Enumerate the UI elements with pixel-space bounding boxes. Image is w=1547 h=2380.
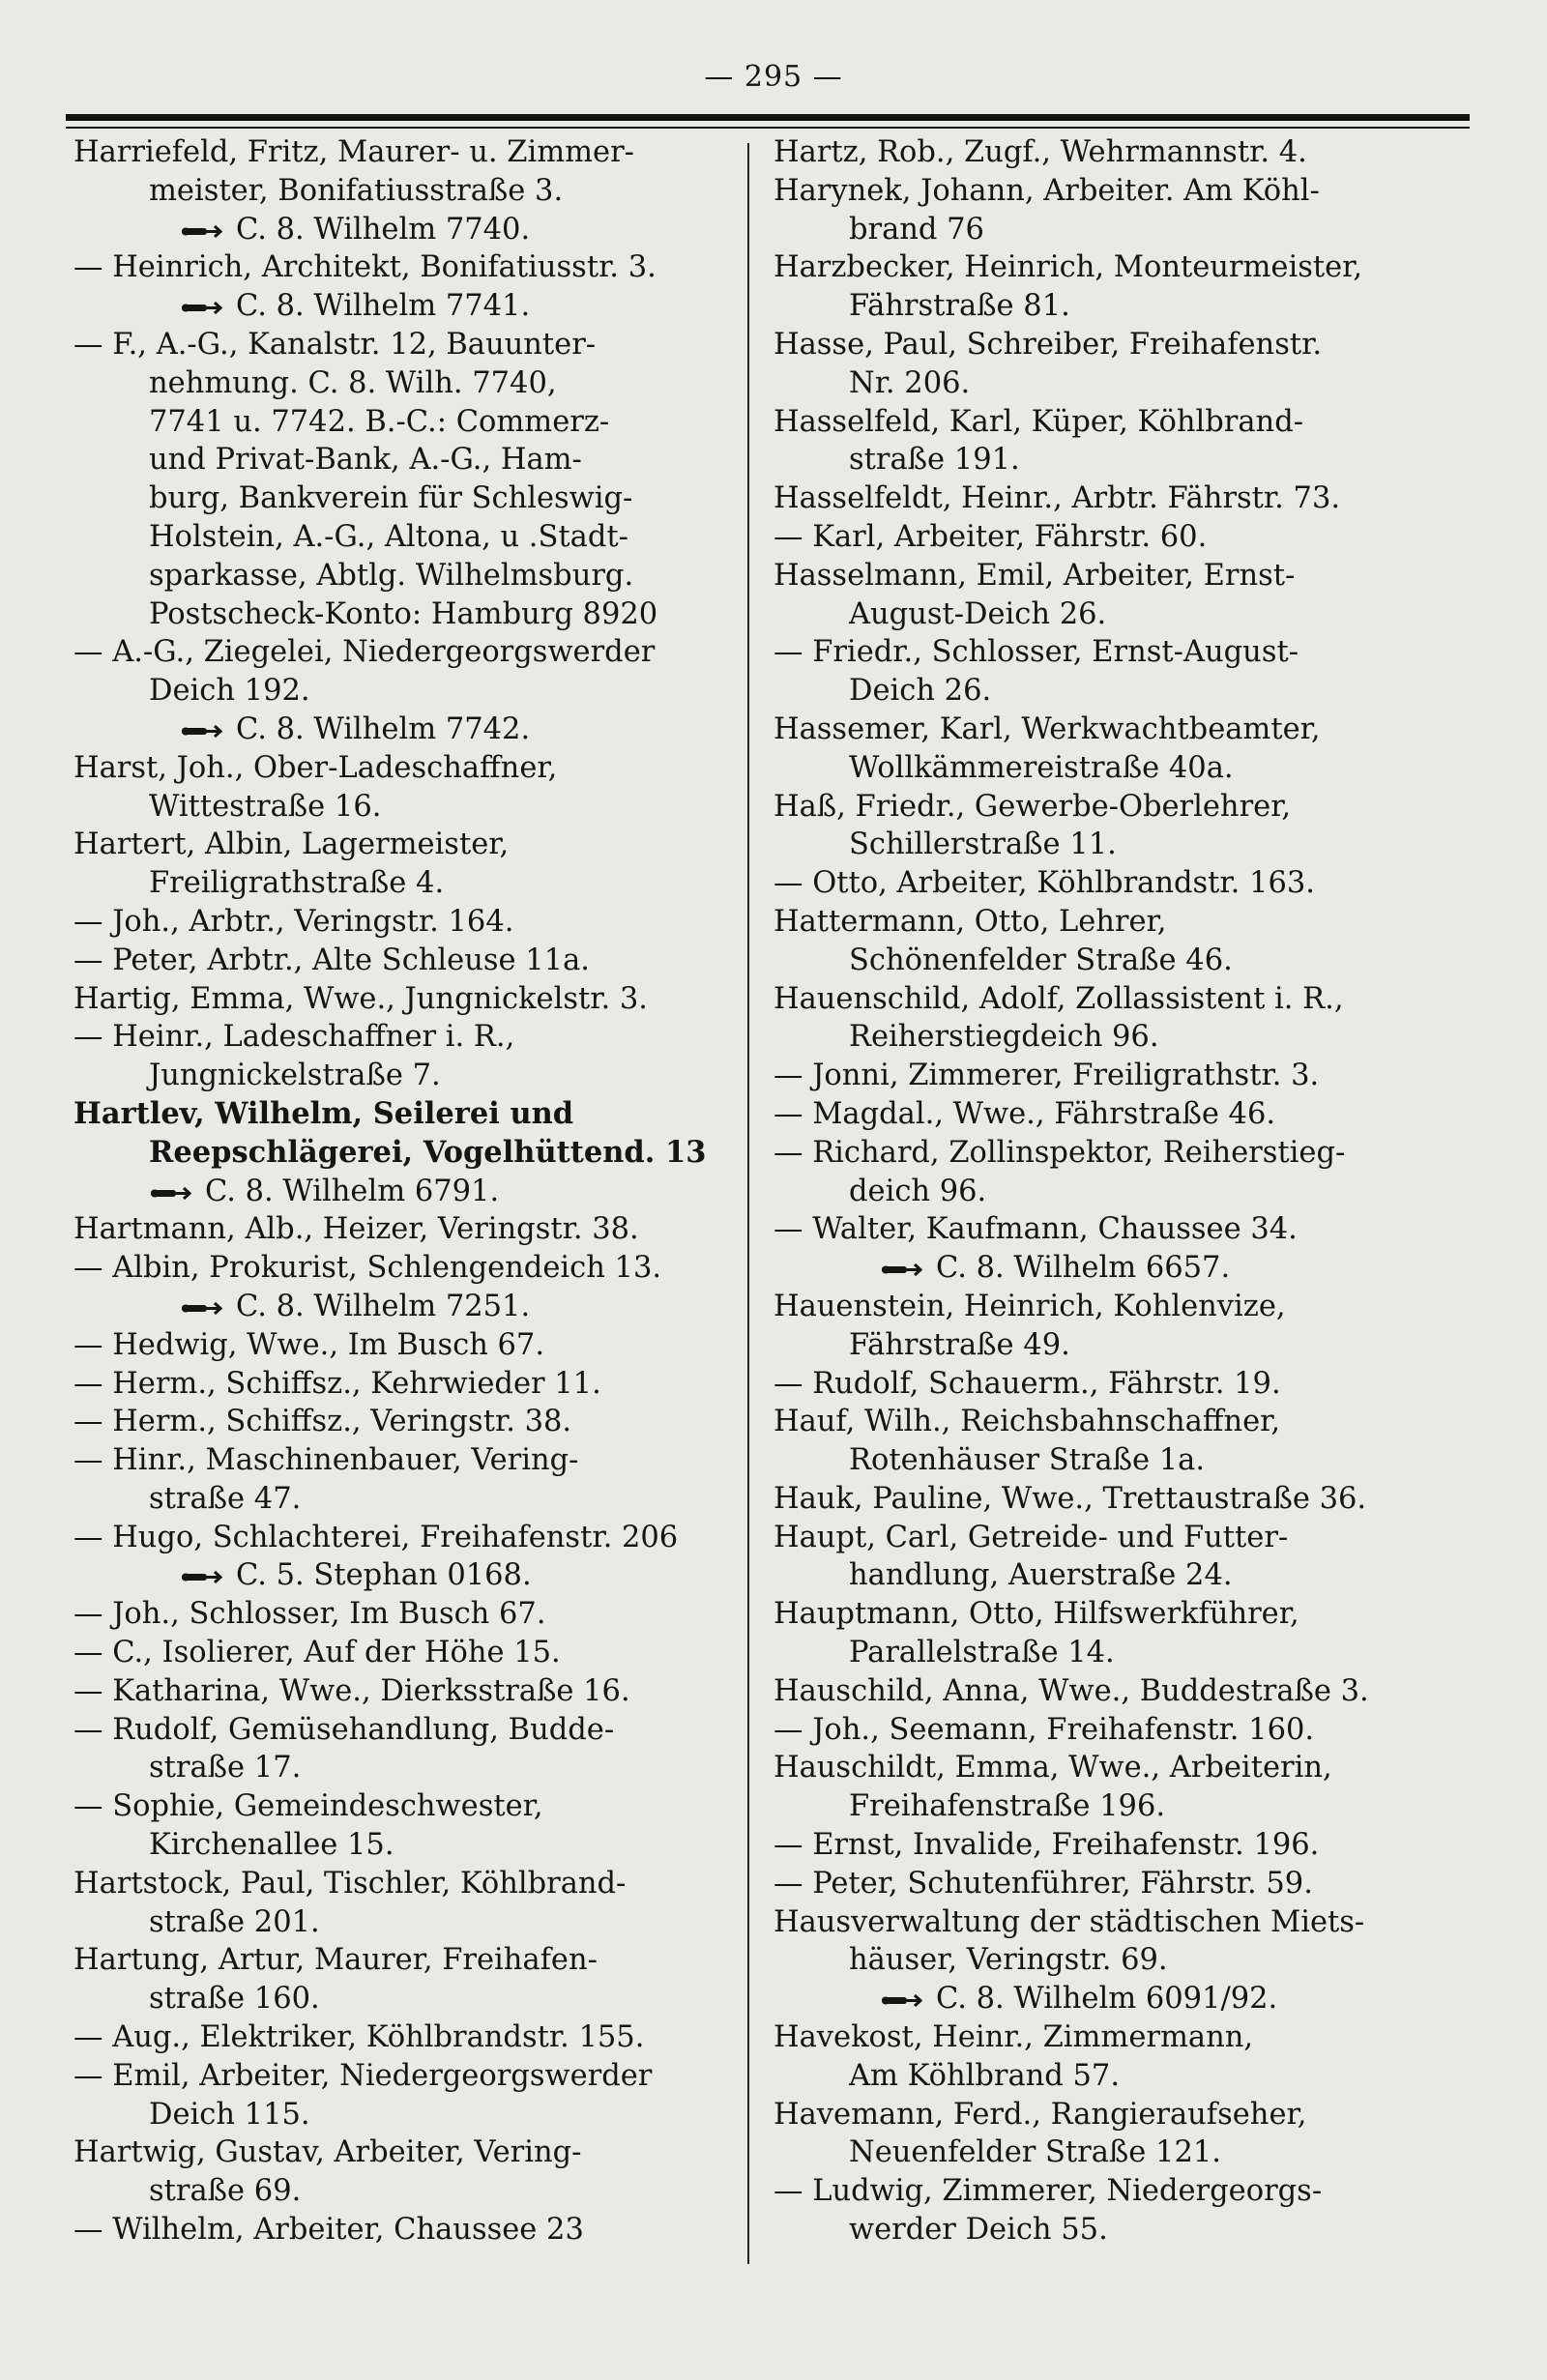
directory-line — [774, 788, 1450, 827]
directory-line — [774, 980, 1450, 1019]
directory-line-text: Harriefeld, Fritz, Maurer- u. Zimmer- — [73, 135, 634, 169]
directory-line — [73, 133, 731, 172]
directory-line-text: Nr. 206. — [849, 365, 971, 400]
directory-line — [73, 1326, 731, 1365]
directory-line-text: — Katharina, Wwe., Dierksstraße 16. — [73, 1673, 630, 1708]
directory-line-text: Schillerstraße 11. — [849, 827, 1117, 862]
directory-line — [774, 1980, 1450, 2018]
directory-line-text: — Heinrich, Architekt, Bonifatiusstr. 3. — [73, 250, 657, 285]
directory-line-text: C. 8. Wilhelm 7741. — [236, 289, 531, 324]
directory-line — [774, 2172, 1450, 2211]
column-divider — [747, 143, 749, 2264]
directory-line-text: — Aug., Elektriker, Köhlbrandstr. 155. — [73, 2020, 645, 2055]
directory-line-text: Harst, Joh., Ober-Ladeschaffner, — [73, 750, 558, 785]
directory-line-text: Freihafenstraße 196. — [849, 1789, 1166, 1824]
directory-line — [73, 2133, 731, 2172]
directory-line — [774, 1480, 1450, 1519]
directory-line-text: C. 8. Wilhelm 6657. — [936, 1251, 1231, 1286]
directory-line-text: straße 47. — [149, 1481, 302, 1516]
directory-line — [774, 1672, 1450, 1711]
directory-line — [73, 2018, 731, 2057]
directory-line-text: — Peter, Arbtr., Alte Schleuse 11a. — [73, 943, 590, 977]
telephone-icon — [180, 722, 222, 740]
directory-line — [774, 1365, 1450, 1404]
left-column — [73, 133, 731, 2249]
directory-line — [73, 1018, 731, 1057]
directory-line-text: Hartert, Albin, Lagermeister, — [73, 827, 510, 862]
directory-line-text: Hartstock, Paul, Tischler, Köhlbrand- — [73, 1866, 627, 1901]
directory-line — [73, 1787, 731, 1826]
directory-line — [774, 1826, 1450, 1865]
directory-line-text: Deich 26. — [849, 674, 992, 709]
directory-line — [73, 1480, 731, 1519]
directory-line — [774, 2018, 1450, 2057]
directory-line-text: straße 17. — [149, 1751, 302, 1785]
directory-line — [73, 1634, 731, 1672]
directory-line-text: Hartmann, Alb., Heizer, Veringstr. 38. — [73, 1212, 639, 1247]
directory-line-text: — Wilhelm, Arbeiter, Chaussee 23 — [73, 2213, 584, 2248]
header-rule-thin — [66, 127, 1470, 129]
directory-line — [73, 1826, 731, 1865]
directory-line — [73, 2172, 731, 2211]
directory-line-text: Hartlev, Wilhelm, Seilerei und — [73, 1095, 574, 1131]
directory-line-text: werder Deich 55. — [849, 2213, 1108, 2248]
directory-line — [73, 1095, 731, 1134]
directory-line — [774, 1595, 1450, 1634]
directory-line-text: Wollkämmereistraße 40a. — [849, 750, 1234, 785]
directory-line-text: — Hinr., Maschinenbauer, Vering- — [73, 1443, 579, 1478]
directory-line — [73, 287, 731, 326]
directory-line — [73, 633, 731, 672]
directory-line — [774, 1903, 1450, 1942]
directory-line-text: C. 8. Wilhelm 7740. — [236, 212, 531, 247]
directory-line-text: Hartig, Emma, Wwe., Jungnickelstr. 3. — [73, 981, 648, 1016]
telephone-icon — [180, 1299, 222, 1317]
directory-line — [73, 595, 731, 634]
directory-line-text: Hauenstein, Heinrich, Kohlenvize, — [774, 1289, 1286, 1323]
directory-line — [774, 1941, 1450, 1980]
directory-line — [774, 1057, 1450, 1095]
telephone-icon — [180, 1568, 222, 1585]
directory-line-text: Hauptmann, Otto, Hilfswerkführer, — [774, 1597, 1299, 1632]
directory-line-text: brand 76 — [849, 212, 984, 247]
directory-line — [774, 133, 1450, 172]
directory-line — [73, 479, 731, 518]
directory-line — [73, 326, 731, 364]
directory-line-text: Hartz, Rob., Zugf., Wehrmannstr. 4. — [774, 135, 1307, 169]
directory-line-text: — Karl, Arbeiter, Fährstr. 60. — [774, 519, 1208, 554]
right-column — [774, 133, 1450, 2249]
directory-line-text: 7741 u. 7742. B.-C.: Commerz- — [149, 404, 610, 439]
directory-line-text: Havekost, Heinr., Zimmermann, — [774, 2020, 1254, 2055]
directory-line — [73, 672, 731, 711]
directory-line-text: Parallelstraße 14. — [849, 1636, 1115, 1670]
directory-line-text: Reepschlägerei, Vogelhüttend. 13 — [149, 1134, 707, 1170]
directory-line-text: C. 8. Wilhelm 6091/92. — [936, 1982, 1278, 2017]
directory-line — [774, 672, 1450, 711]
directory-line-text: Wittestraße 16. — [149, 789, 382, 824]
directory-line-text: häuser, Veringstr. 69. — [849, 1943, 1168, 1978]
directory-line-text: Harynek, Johann, Arbeiter. Am Köhl- — [774, 173, 1320, 208]
directory-line — [774, 633, 1450, 672]
directory-line-text: Hauf, Wilh., Reichsbahnschaffner, — [774, 1405, 1281, 1439]
directory-line — [774, 1403, 1450, 1441]
directory-line — [774, 1249, 1450, 1288]
directory-line-text: — Ludwig, Zimmerer, Niedergeorgs- — [774, 2174, 1323, 2209]
directory-line — [73, 1865, 731, 1903]
directory-line-text: sparkasse, Abtlg. Wilhelmsburg. — [149, 558, 634, 593]
directory-line-text: Am Köhlbrand 57. — [849, 2058, 1121, 2093]
directory-line — [774, 403, 1450, 442]
directory-line — [774, 2133, 1450, 2172]
directory-line — [774, 557, 1450, 595]
telephone-icon — [149, 1184, 191, 1202]
directory-line — [774, 749, 1450, 788]
directory-line-text: — Ernst, Invalide, Freihafenstr. 196. — [774, 1828, 1320, 1863]
directory-line-text: straße 191. — [849, 443, 1020, 478]
directory-line — [774, 1095, 1450, 1134]
page-number: — 295 — — [704, 60, 843, 94]
directory-line-text: Hauk, Pauline, Wwe., Trettaustraße 36. — [774, 1481, 1367, 1516]
directory-line-text: Hauenschild, Adolf, Zollassistent i. R., — [774, 981, 1344, 1016]
directory-line — [73, 749, 731, 788]
directory-line-text: Rotenhäuser Straße 1a. — [849, 1443, 1206, 1478]
directory-line-text: straße 201. — [149, 1904, 320, 1939]
directory-line — [73, 1288, 731, 1326]
directory-line-text: — C., Isolierer, Auf der Höhe 15. — [73, 1636, 561, 1670]
directory-line — [73, 788, 731, 827]
directory-line — [774, 826, 1450, 864]
directory-line-text: — Sophie, Gemeindeschwester, — [73, 1789, 543, 1824]
directory-line-text: — Otto, Arbeiter, Köhlbrandstr. 163. — [774, 866, 1315, 901]
directory-line — [73, 2096, 731, 2134]
directory-line — [774, 211, 1450, 249]
directory-line — [73, 1519, 731, 1557]
directory-line — [73, 557, 731, 595]
directory-line — [73, 980, 731, 1019]
directory-line — [774, 1556, 1450, 1595]
directory-line — [73, 403, 731, 442]
header-rule-thick — [66, 114, 1470, 121]
directory-line-text: Neuenfelder Straße 121. — [849, 2135, 1221, 2170]
directory-line — [73, 711, 731, 749]
directory-line — [73, 1134, 731, 1173]
telephone-icon — [180, 299, 222, 316]
directory-line — [774, 942, 1450, 980]
directory-line-text: Holstein, A.-G., Altona, u .Stadt- — [149, 519, 628, 554]
directory-line — [73, 903, 731, 942]
directory-line-text: — Jonni, Zimmerer, Freiligrathstr. 3. — [774, 1059, 1320, 1093]
directory-line — [73, 1173, 731, 1211]
directory-line-text: C. 8. Wilhelm 7742. — [236, 711, 531, 746]
directory-line-text: Deich 192. — [149, 674, 310, 709]
telephone-icon — [180, 222, 222, 240]
directory-line-text: — Joh., Arbtr., Veringstr. 164. — [73, 904, 514, 939]
directory-line — [73, 1672, 731, 1711]
directory-line-text: straße 69. — [149, 2174, 302, 2209]
directory-line — [774, 903, 1450, 942]
directory-line-text: C. 8. Wilhelm 7251. — [236, 1289, 531, 1323]
directory-line-text: Hattermann, Otto, Lehrer, — [774, 904, 1167, 939]
telephone-icon — [880, 1991, 922, 2009]
directory-line-text: Fährstraße 49. — [849, 1327, 1070, 1362]
directory-line — [774, 595, 1450, 634]
directory-line-text: — Magdal., Wwe., Fährstraße 46. — [774, 1096, 1276, 1131]
directory-line-text: — Joh., Seemann, Freihafenstr. 160. — [774, 1712, 1315, 1747]
directory-line — [774, 1288, 1450, 1326]
directory-line — [73, 2057, 731, 2096]
directory-line-text: Postscheck-Konto: Hamburg 8920 — [149, 596, 658, 631]
directory-line — [774, 1210, 1450, 1249]
directory-line-text: — Heinr., Ladeschaffner i. R., — [73, 1020, 515, 1055]
directory-line-text: — Joh., Schlosser, Im Busch 67. — [73, 1597, 546, 1632]
directory-line-text: — F., A.-G., Kanalstr. 12, Bauunter- — [73, 327, 597, 362]
directory-line — [774, 2211, 1450, 2249]
directory-line-text: Hauschildt, Emma, Wwe., Arbeiterin, — [774, 1751, 1332, 1785]
directory-line — [774, 1519, 1450, 1557]
directory-line — [774, 287, 1450, 326]
directory-line-text: Jungnickelstraße 7. — [149, 1059, 441, 1093]
directory-line-text: — Peter, Schutenführer, Fährstr. 59. — [774, 1866, 1313, 1901]
directory-line-text: — Herm., Schiffsz., Kehrwieder 11. — [73, 1366, 601, 1401]
directory-line — [73, 364, 731, 403]
directory-line-text: Hasselfeldt, Heinr., Arbtr. Fährstr. 73. — [774, 481, 1341, 516]
directory-line — [774, 711, 1450, 749]
directory-line — [73, 2211, 731, 2249]
directory-line-text: Reiherstiegdeich 96. — [849, 1020, 1159, 1055]
directory-line-text: — Hugo, Schlachterei, Freihafenstr. 206 — [73, 1520, 679, 1554]
directory-line — [774, 172, 1450, 211]
directory-line-text: nehmung. C. 8. Wilh. 7740, — [149, 365, 557, 400]
directory-line — [73, 864, 731, 903]
directory-line — [73, 1980, 731, 2018]
directory-line — [774, 518, 1450, 557]
directory-line — [73, 172, 731, 211]
directory-line-text: Haß, Friedr., Gewerbe-Oberlehrer, — [774, 789, 1292, 824]
directory-line — [73, 1365, 731, 1404]
directory-line-text: deich 96. — [849, 1174, 987, 1208]
directory-line — [774, 1865, 1450, 1903]
directory-line-text: Harzbecker, Heinrich, Monteurmeister, — [774, 250, 1363, 285]
directory-line-text: handlung, Auerstraße 24. — [849, 1558, 1233, 1593]
directory-line-text: Haupt, Carl, Getreide- und Futter- — [774, 1520, 1289, 1554]
directory-line-text: — Albin, Prokurist, Schlengendeich 13. — [73, 1251, 662, 1286]
directory-line-text: Hasselfeld, Karl, Küper, Köhlbrand- — [774, 404, 1304, 439]
directory-line — [73, 211, 731, 249]
directory-line — [73, 1249, 731, 1288]
directory-line — [73, 1749, 731, 1787]
directory-line — [73, 441, 731, 479]
directory-line — [73, 826, 731, 864]
directory-line — [774, 1173, 1450, 1211]
directory-line-text: — Hedwig, Wwe., Im Busch 67. — [73, 1327, 545, 1362]
directory-line — [73, 248, 731, 287]
directory-line — [774, 2096, 1450, 2134]
directory-line — [774, 479, 1450, 518]
directory-line-text: — Rudolf, Schauerm., Fährstr. 19. — [774, 1366, 1281, 1401]
directory-line-text: — Friedr., Schlosser, Ernst-August- — [774, 635, 1299, 670]
directory-line — [73, 1595, 731, 1634]
directory-line — [774, 1749, 1450, 1787]
directory-line — [774, 864, 1450, 903]
directory-line-text: August-Deich 26. — [849, 596, 1107, 631]
directory-line-text: Fährstraße 81. — [849, 289, 1070, 324]
directory-line — [73, 1403, 731, 1441]
directory-line — [774, 1018, 1450, 1057]
directory-line-text: Hausverwaltung der städtischen Miets- — [774, 1904, 1365, 1939]
directory-line-text: Havemann, Ferd., Rangieraufseher, — [774, 2097, 1307, 2132]
directory-line — [73, 1556, 731, 1595]
directory-line — [774, 1711, 1450, 1750]
directory-line-text: und Privat-Bank, A.-G., Ham- — [149, 443, 582, 478]
directory-line — [774, 1787, 1450, 1826]
directory-line — [774, 1326, 1450, 1365]
directory-line — [774, 1134, 1450, 1173]
telephone-icon — [880, 1261, 922, 1278]
directory-line-text: C. 5. Stephan 0168. — [236, 1558, 532, 1593]
directory-line-text: — Herm., Schiffsz., Veringstr. 38. — [73, 1405, 572, 1439]
directory-line — [73, 518, 731, 557]
directory-line — [774, 364, 1450, 403]
directory-line — [73, 1711, 731, 1750]
directory-line-text: — A.-G., Ziegelei, Niedergeorgswerder — [73, 635, 656, 670]
directory-line-text: — Walter, Kaufmann, Chaussee 34. — [774, 1212, 1298, 1247]
directory-line-text: Hartwig, Gustav, Arbeiter, Vering- — [73, 2135, 582, 2170]
directory-line-text: straße 160. — [149, 1982, 320, 2017]
directory-line-text: Hauschild, Anna, Wwe., Buddestraße 3. — [774, 1673, 1369, 1708]
directory-line-text: — Emil, Arbeiter, Niedergeorgswerder — [73, 2058, 653, 2093]
directory-line — [774, 326, 1450, 364]
directory-line-text: Kirchenallee 15. — [149, 1828, 394, 1863]
directory-line — [73, 1210, 731, 1249]
directory-line — [774, 2057, 1450, 2096]
directory-line-text: — Rudolf, Gemüsehandlung, Budde- — [73, 1712, 615, 1747]
directory-line — [73, 1057, 731, 1095]
directory-line-text: Schönenfelder Straße 46. — [849, 943, 1233, 977]
directory-line-text: Freiligrathstraße 4. — [149, 866, 445, 901]
directory-line-text: burg, Bankverein für Schleswig- — [149, 481, 633, 516]
directory-line — [73, 1903, 731, 1942]
directory-line-text: Hassemer, Karl, Werkwachtbeamter, — [774, 711, 1321, 746]
directory-line-text: meister, Bonifatiusstraße 3. — [149, 173, 564, 208]
directory-line — [774, 441, 1450, 479]
directory-line — [73, 1441, 731, 1480]
directory-line-text: Deich 115. — [149, 2097, 310, 2132]
directory-line — [774, 1634, 1450, 1672]
directory-line — [774, 1441, 1450, 1480]
directory-line-text: Hasse, Paul, Schreiber, Freihafenstr. — [774, 327, 1323, 362]
directory-line-text: C. 8. Wilhelm 6791. — [205, 1174, 500, 1208]
directory-line — [73, 1941, 731, 1980]
directory-line — [73, 942, 731, 980]
directory-line-text: Hartung, Artur, Maurer, Freihafen- — [73, 1943, 598, 1978]
directory-line-text: — Richard, Zollinspektor, Reiherstieg- — [774, 1135, 1346, 1170]
directory-line — [774, 248, 1450, 287]
directory-line-text: Hasselmann, Emil, Arbeiter, Ernst- — [774, 558, 1296, 593]
